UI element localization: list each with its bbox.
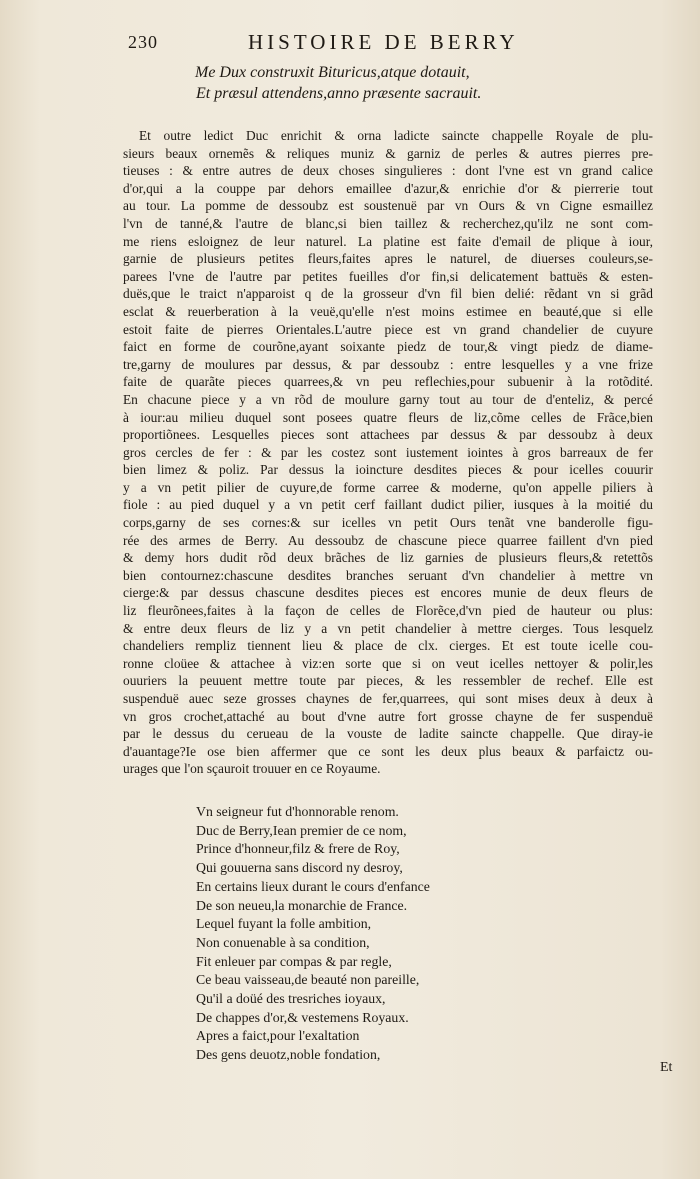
verse-line: De chappes d'or,& vestemens Royaux. <box>196 1009 409 1025</box>
catchword: Et <box>660 1060 673 1075</box>
page-header <box>0 30 700 56</box>
body-line: En chacune piece y a vn rõd de moulure garny tout au tour de d'enteliz, & percé <box>123 391 653 407</box>
verse-poem <box>196 803 616 1065</box>
body-line: ouuriers la peuuent mettre toute par pieces, & les ressembler de rechef. Elle est <box>123 673 653 689</box>
verse-line: Prince d'honneur,filz & frere de Roy, <box>196 841 400 857</box>
body-line: rée des armes de Berry. Au dessoubz de chascune piece quarree faillent d'vn pied <box>123 532 653 548</box>
verse-line: De son neueu,la monarchie de France. <box>196 897 408 913</box>
body-line: & entre deux fleurs de liz y a vn petit chandelier à mettre cierges. Tous lesquelz <box>123 620 653 636</box>
body-line: l'vn de tanné,& l'autre de blanc,si bien taillez & recherchez,qu'ilz ne sont com- <box>123 215 653 231</box>
body-line: y a vn petit pilier de cuyure,de forme carree & moderne, qu'on appelle piliers à <box>123 479 653 495</box>
body-line: faict en forme de courõne,ayant soixante piedz de tour,& vingt piedz de diame- <box>123 339 653 355</box>
body-line: corps,garny de ses cornes:& sur icelles vn petit Ours tenãt vne banderolle figu- <box>123 515 653 531</box>
body-line: bien limez & poliz. Par dessus la ioincture desdites pieces & pour icelles couurir <box>123 462 653 478</box>
body-line: Et outre ledict Duc enrichit & orna ladicte saincte chappelle Royale de plu- <box>139 128 653 143</box>
body-line: d'or,qui a la couppe par dehors emaillee d'azur,& enrichie d'or & pierrerie tout <box>123 180 653 196</box>
body-line: me riens esloignez de leur naturel. La platine est faite d'email de plique à iour, <box>123 233 653 249</box>
body-line: à iour:au milieu duquel sont posees quatre fleurs de liz,cõme celles de Frãce,bien <box>123 409 653 425</box>
body-line: par le dessus du cerueau de la vouste de ladite saincte chappelle. Que diray-ie <box>123 726 653 742</box>
verse-line: Qu'il a doüé des tresriches ioyaux, <box>196 991 386 1007</box>
body-line: garnie de plusieurs petites fleurs,faites apres le naturel, de diuerses couleurs,se- <box>123 251 653 267</box>
body-line: gros cercles de fer : & par les costez sont iustement iointes à gros barreaux de fer <box>123 444 653 460</box>
verse-line: Apres a faict,pour l'exaltation <box>196 1028 360 1044</box>
body-line: chandeliers rempliz tiennent lieu & place de clx. cierges. Et est toute icelle cou- <box>123 638 653 654</box>
body-line: au tour. La pomme de dessoubz est soustenuë par vn Ours & vn Cigne esmaillez <box>123 198 653 214</box>
page-number: 230 <box>128 32 158 52</box>
verse-line: Duc de Berry,Iean premier de ce nom, <box>196 822 407 838</box>
verse-line: Lequel fuyant la folle ambition, <box>196 916 372 932</box>
running-title: HISTOIRE DE BERRY <box>248 30 519 54</box>
body-line: estoit faite de pierres Orientales.L'autre piece est vn grand chandelier de cuyure <box>123 321 653 337</box>
body-line: sieurs beaux ornemẽs & reliques muniz & garniz de perles & autres pierres pre- <box>123 145 653 161</box>
motto-line: Me Dux construxit Bituricus,atque dotauit, <box>195 64 470 81</box>
body-line: & demy hors dudit rõd deux brãches de liz garnies de plusieurs fleurs,& retettõs <box>123 550 653 566</box>
verse-line: Non conuenable à sa condition, <box>196 934 370 950</box>
verse-line: Ce beau vaisseau,de beauté non pareille, <box>196 972 420 988</box>
verse-line: En certains lieux durant le cours d'enfance <box>196 878 430 894</box>
motto-line: Et præsul attendens,anno præsente sacrauit. <box>196 85 482 102</box>
verse-line: Fit enleuer par compas & par regle, <box>196 953 392 969</box>
body-line: d'auantage?Ie ose bien affermer que ce sont les deux plus beaux & parfaictz ou- <box>123 743 653 759</box>
body-line: tre,garny de moulures par dessus, & par dessoubz : entre lesquelles y a vne frize <box>123 356 653 372</box>
verse-line: Vn seigneur fut d'honnorable renom. <box>196 804 399 819</box>
body-line: bien contournez:chascune desdites branches seruant d'vn chandelier à mettre vn <box>123 567 653 583</box>
body-line: parees l'vne de l'autre par petites fueilles d'or fin,si delicatement battuës & esten- <box>123 268 653 284</box>
latin-motto <box>195 62 615 104</box>
body-line: ronne cloüee & attachee à viz:en sorte que si on veut icelles nettoyer & polir,les <box>123 655 653 671</box>
body-line: fiole : au pied duquel y a vn petit cerf faillant dudict pilier, iusques à la moitié du <box>123 497 653 513</box>
body-line: faite de quarãte pieces quarrees,& vn peu reflechies,pour subuenir à la rotõdité. <box>123 374 653 390</box>
verse-line: Qui gouuerna sans discord ny desroy, <box>196 860 403 876</box>
body-line: proportiõnees. Lesquelles pieces sont attachees par dessus & par dessoubz à deux <box>123 427 653 443</box>
body-line: vn gros crochet,attaché au bout d'vne autre fort grosse chayne de fer suspenduë <box>123 708 653 724</box>
body-line: esclat & reuerberation à la veuë,qu'elle n'est moins estimee en beauté,que si elle <box>123 303 653 319</box>
verse-line: Des gens deuotz,noble fondation, <box>196 1047 381 1063</box>
body-line: tieuses : & entre autres de deux choses singulieres : dont l'vne est vn grand calice <box>123 163 653 179</box>
body-line: urages que l'on sçauroit trouuer en ce Royaume. <box>123 761 381 777</box>
body-line: duës,que le traict n'apparoist q de la grosseur d'vn fil bien delié: rẽdant vn si grãd <box>123 286 653 302</box>
body-paragraph <box>123 127 653 778</box>
body-line: liz fleurõnees,faites à la façon de celles de Florẽce,d'vn pied de hauteur ou plus: <box>123 603 653 619</box>
body-line: suspenduë auec seze grosses chaynes de fer,quarrees, qui sont mises deux à deux à <box>123 691 653 706</box>
body-line: cierge:& par dessus chascune desdites pieces est encores munie de deux fleurs de <box>123 585 653 601</box>
